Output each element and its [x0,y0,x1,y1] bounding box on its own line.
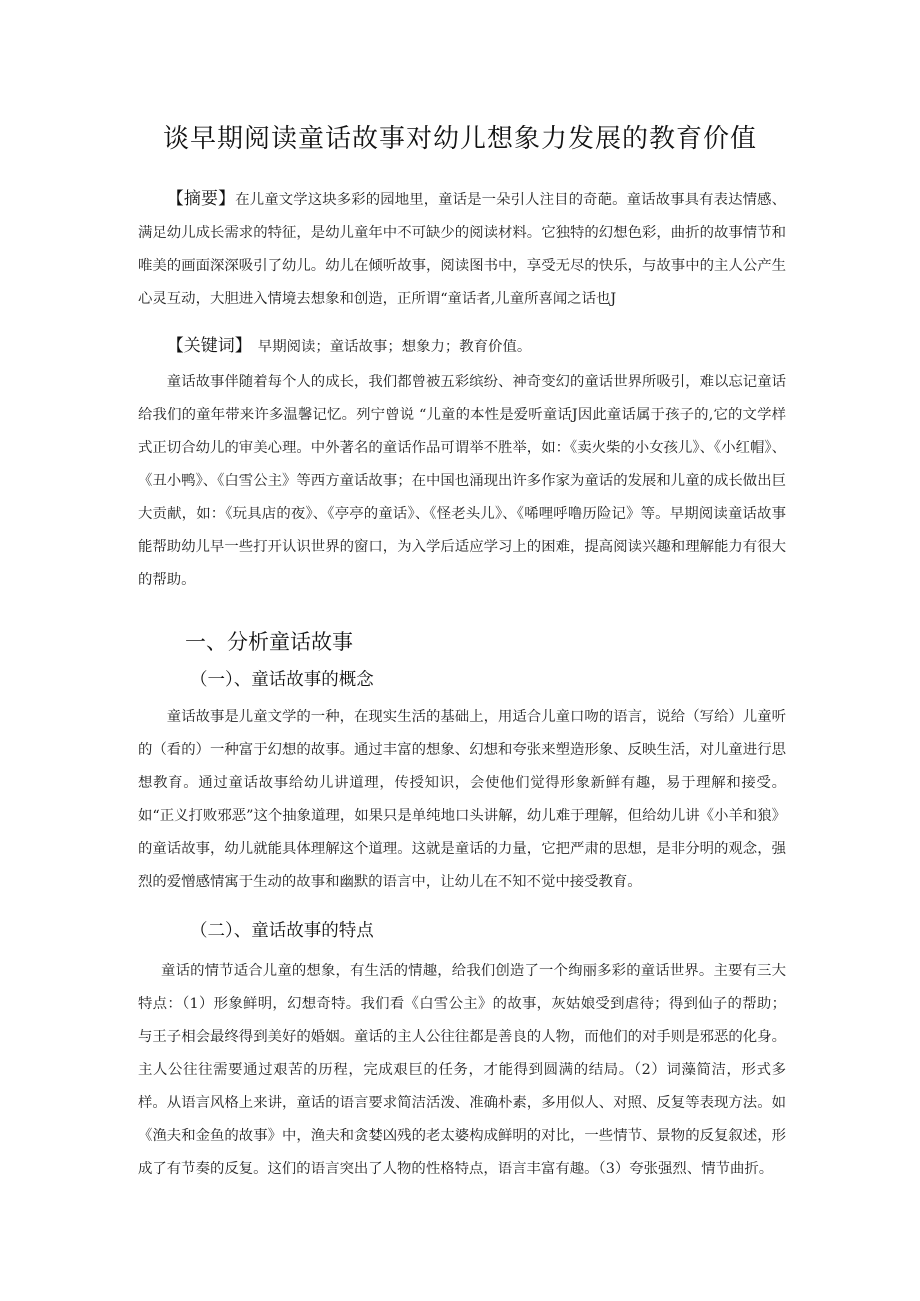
subsection1-heading: （一）、童话故事的概念 [190,670,374,690]
abstract-paragraph [138,183,786,316]
subsection2-text: 童话的情节适合儿童的想象，有生活的情趣，给我们创造了一个绚丽多彩的童话世界。主要有三大特点：（1）形象鲜明，幻想奇特。我们看《白雪公主》的故事，灰姑娘受到虐待；得到仙子的帮助；与王子相会最终得到美好的婚姻。童话的主人公往往都是善良的人物，而他们的对手则是邪恶的化身。主人公往往需要通过艰苦的历程，完成艰巨的任务，才能得到圆满的结局。（2）词藻简洁，形式多样。从语言风格上来讲，童话的语言要求简洁活泼、准确朴素，多用似人、对照、反复等表现方法。如《渔夫和金鱼的故事》中，渔夫和贪婪凶残的老太婆构成鲜明的对比，一些情节、景物的反复叙述，形成了有节奏的反复。这们的语言突出了人物的性格特点，语言丰富有趣。（3）夸张强烈、情节曲折。 [138,963,786,1177]
abstract-text: 在儿童文学这块多彩的园地里，童话是一朵引人注目的奇葩。童话故事具有表达情感、满足幼儿成长需求的特征，是幼儿童年中不可缺少的阅读材料。它独特的幻想色彩，曲折的故事情节和唯美的画面深深吸引了幼儿。幼儿在倾听故事，阅读图书中，享受无尽的快乐，与故事中的主人公产生心灵互动，大胆进入情境去想象和创造，正所谓“童话者,儿童所喜闻之话也J [138,192,787,307]
subsection2-heading: （二）、童话故事的特点 [190,921,374,941]
intro-text: 童话故事伴随着每个人的成长，我们都曾被五彩缤纷、神奇变幻的童话世界所吸引，难以忘记童话给我们的童年带来许多温馨记忆。列宁曾说 “儿童的本性是爱听童话J因此童话属于孩子的,它的文学样式正切合幼儿的审美心理。中外著名的童话作品可谓举不胜举，如：《卖火柴的小女孩儿》、《小红帽》、《丑小鸭》、《白雪公主》等西方童话故事；在中国也涌现出许多作家为童话的发展和儿童的成长做出巨大贡献，如：《玩具店的夜》、《亭亭的童话》、《怪老头儿》、《唏哩呼噜历险记》等。早期阅读童话故事能帮助幼儿早一些打开认识世界的窗口，为入学后适应学习上的困难，提高阅读兴趣和理解能力有很大的帮助。 [138,374,786,588]
keywords-paragraph [138,330,786,364]
subsection1-text: 童话故事是儿童文学的一种，在现实生活的基础上，用适合儿童口吻的语言，说给（写给）儿童听的（看的）一种富于幻想的故事。通过丰富的想象、幻想和夸张来塑造形象、反映生活，对儿童进行思想教育。通过童话故事给幼儿讲道理，传授知识，会使他们觉得形象新鲜有趣，易于理解和接受。如“正义打败邪恶”这个抽象道理，如果只是单纯地口头讲解，幼儿难于理解，但给幼儿讲《小羊和狼》的童话故事，幼儿就能具体理解这个道理。这就是童话的力量，它把严肃的思想，是非分明的观念，强烈的爱憎感情寓于生动的故事和幽默的语言中，让幼儿在不知不觉中接受教育。 [138,709,786,890]
subsection1-paragraph [138,701,786,899]
document-title: 谈早期阅读童话故事对幼儿想象力发展的教育价值 [162,124,757,154]
subsection2-paragraph [138,955,786,1186]
keywords-label: 【关键词】 [166,336,252,356]
keywords-text: 早期阅读；童话故事；想象力；教育价值。 [257,339,532,355]
section1-heading: 一、分析童话故事 [185,630,353,654]
intro-paragraph [138,366,786,597]
abstract-label: 【摘要】 [166,189,236,209]
